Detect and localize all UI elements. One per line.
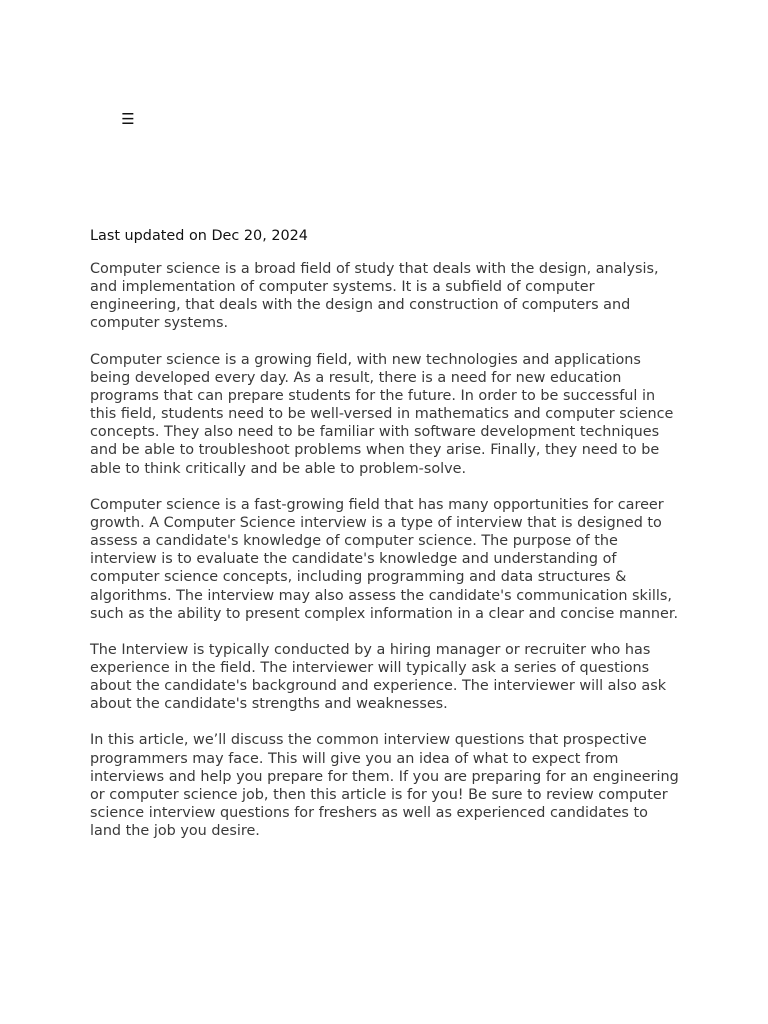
article-paragraph: Computer science is a broad field of study that deals with the design, analysis, and implementation of computer systems. It is a subfield of computer engineering, that deals with the design and construction of computers and computer systems. bbox=[90, 261, 659, 332]
article-paragraph: In this article, we’ll discuss the common interview questions that prospective programmers may face. This will give you an idea of what to expect from interviews and help you prepare for them. If you are preparing for an engineering or computer science job, then this article is for you! Be sure to review computer science interview questions for freshers as well as experienced candidates to land the job you desire. bbox=[90, 732, 679, 840]
hamburger-menu-icon[interactable]: ☰ bbox=[121, 110, 135, 128]
article-content bbox=[90, 226, 682, 858]
article-paragraph: The Interview is typically conducted by a hiring manager or recruiter who has experience in the field. The interviewer will typically ask a series of questions about the candidate's background and experience. The interviewer will also ask about the candidate's strengths and weaknesses. bbox=[90, 641, 667, 713]
last-updated-date: Last updated on Dec 20, 2024 bbox=[90, 228, 308, 244]
article-paragraph: Computer science is a growing field, with new technologies and applications being developed every day. As a result, there is a need for new education programs that can prepare students for the future. In order to be successful in this field, students need to be well-versed in mathematics and computer science concepts. They also need to be familiar with software development techniques and be able to troubleshoot problems when they arise. Finally, they need to be able to think critically and be able to problem-solve. bbox=[90, 351, 674, 477]
article-paragraph: Computer science is a fast-growing field that has many opportunities for career growth. A Computer Science interview is a type of interview that is designed to assess a candidate's knowledge of computer science. The purpose of the interview is to evaluate the candidate's knowledge and understanding of computer science concepts, including programming and data structures & algorithms. The interview may also assess the candidate's communication skills, such as the ability to present complex information in a clear and concise manner. bbox=[90, 496, 679, 622]
